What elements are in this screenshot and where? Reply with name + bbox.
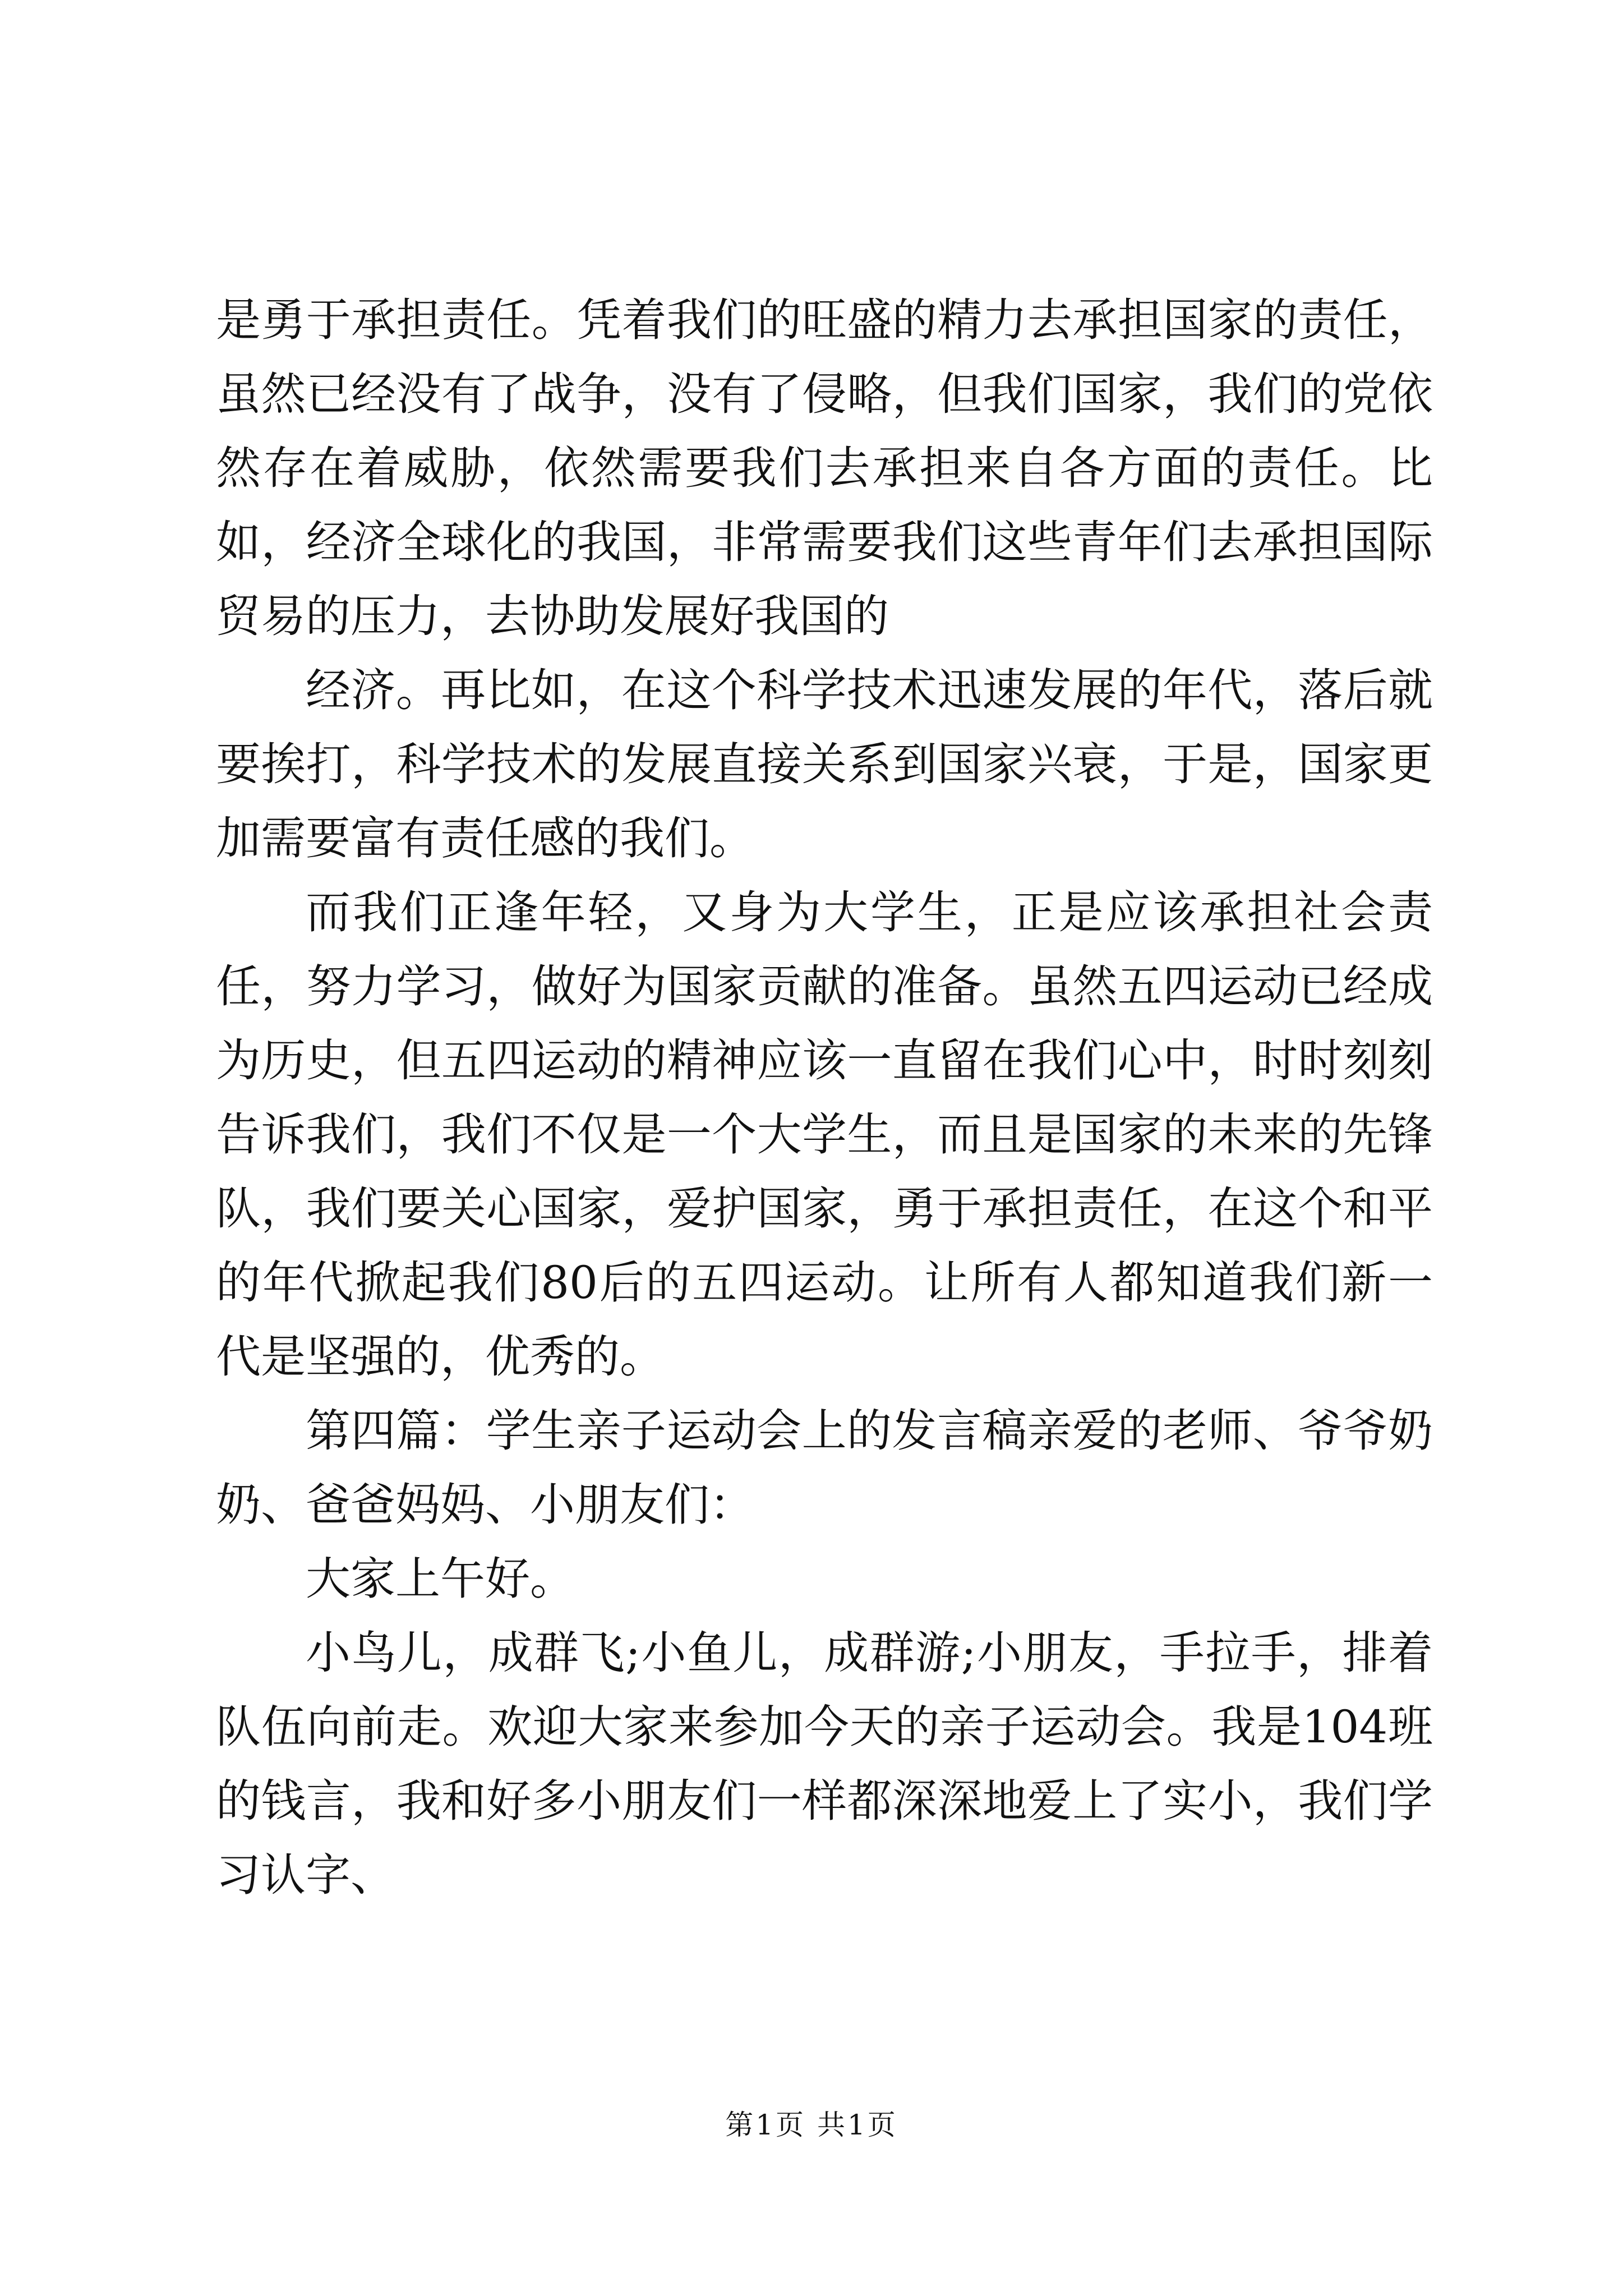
paragraph-6: 小鸟儿，成群飞;小鱼儿，成群游;小朋友，手拉手，排着队伍向前走。欢迎大家来参加今天的亲子运动会。我是104班的钱言，我和好多小朋友们一样都深深地爱上了实小，我们学习认字、 xyxy=(216,1627,1433,1901)
paragraph-2: 经济。再比如，在这个科学技术迅速发展的年代，落后就要挨打，科学技术的发展直接关系到国家兴衰，于是，国家更加需要富有责任感的我们。 xyxy=(216,664,1433,864)
paragraph-1: 是勇于承担责任。凭着我们的旺盛的精力去承担国家的责任，虽然已经没有了战争，没有了侵略，但我们国家，我们的党依然存在着威胁，依然需要我们去承担来自各方面的责任。比如，经济全球化的我国，非常需要我们这些青年们去承担国际贸易的压力，去协助发展好我国的 xyxy=(216,294,1433,642)
document-body xyxy=(216,283,1433,1912)
paragraph-4: 第四篇：学生亲子运动会上的发言稿亲爱的老师、爷爷奶奶、爸爸妈妈、小朋友们： xyxy=(216,1405,1433,1531)
page-footer: 第1页 共1页 xyxy=(725,2109,898,2141)
paragraph-5: 大家上午好。 xyxy=(306,1553,575,1605)
paragraph-3: 而我们正逢年轻，又身为大学生，正是应该承担社会责任，努力学习，做好为国家贡献的准备。虽然五四运动已经成为历史，但五四运动的精神应该一直留在我们心中，时时刻刻告诉我们，我们不仅是一个大学生，而且是国家的未来的先锋队，我们要关心国家，爱护国家，勇于承担责任，在这个和平的年代掀起我们80后的五四运动。让所有人都知道我们新一代是坚强的，优秀的。 xyxy=(216,886,1433,1383)
